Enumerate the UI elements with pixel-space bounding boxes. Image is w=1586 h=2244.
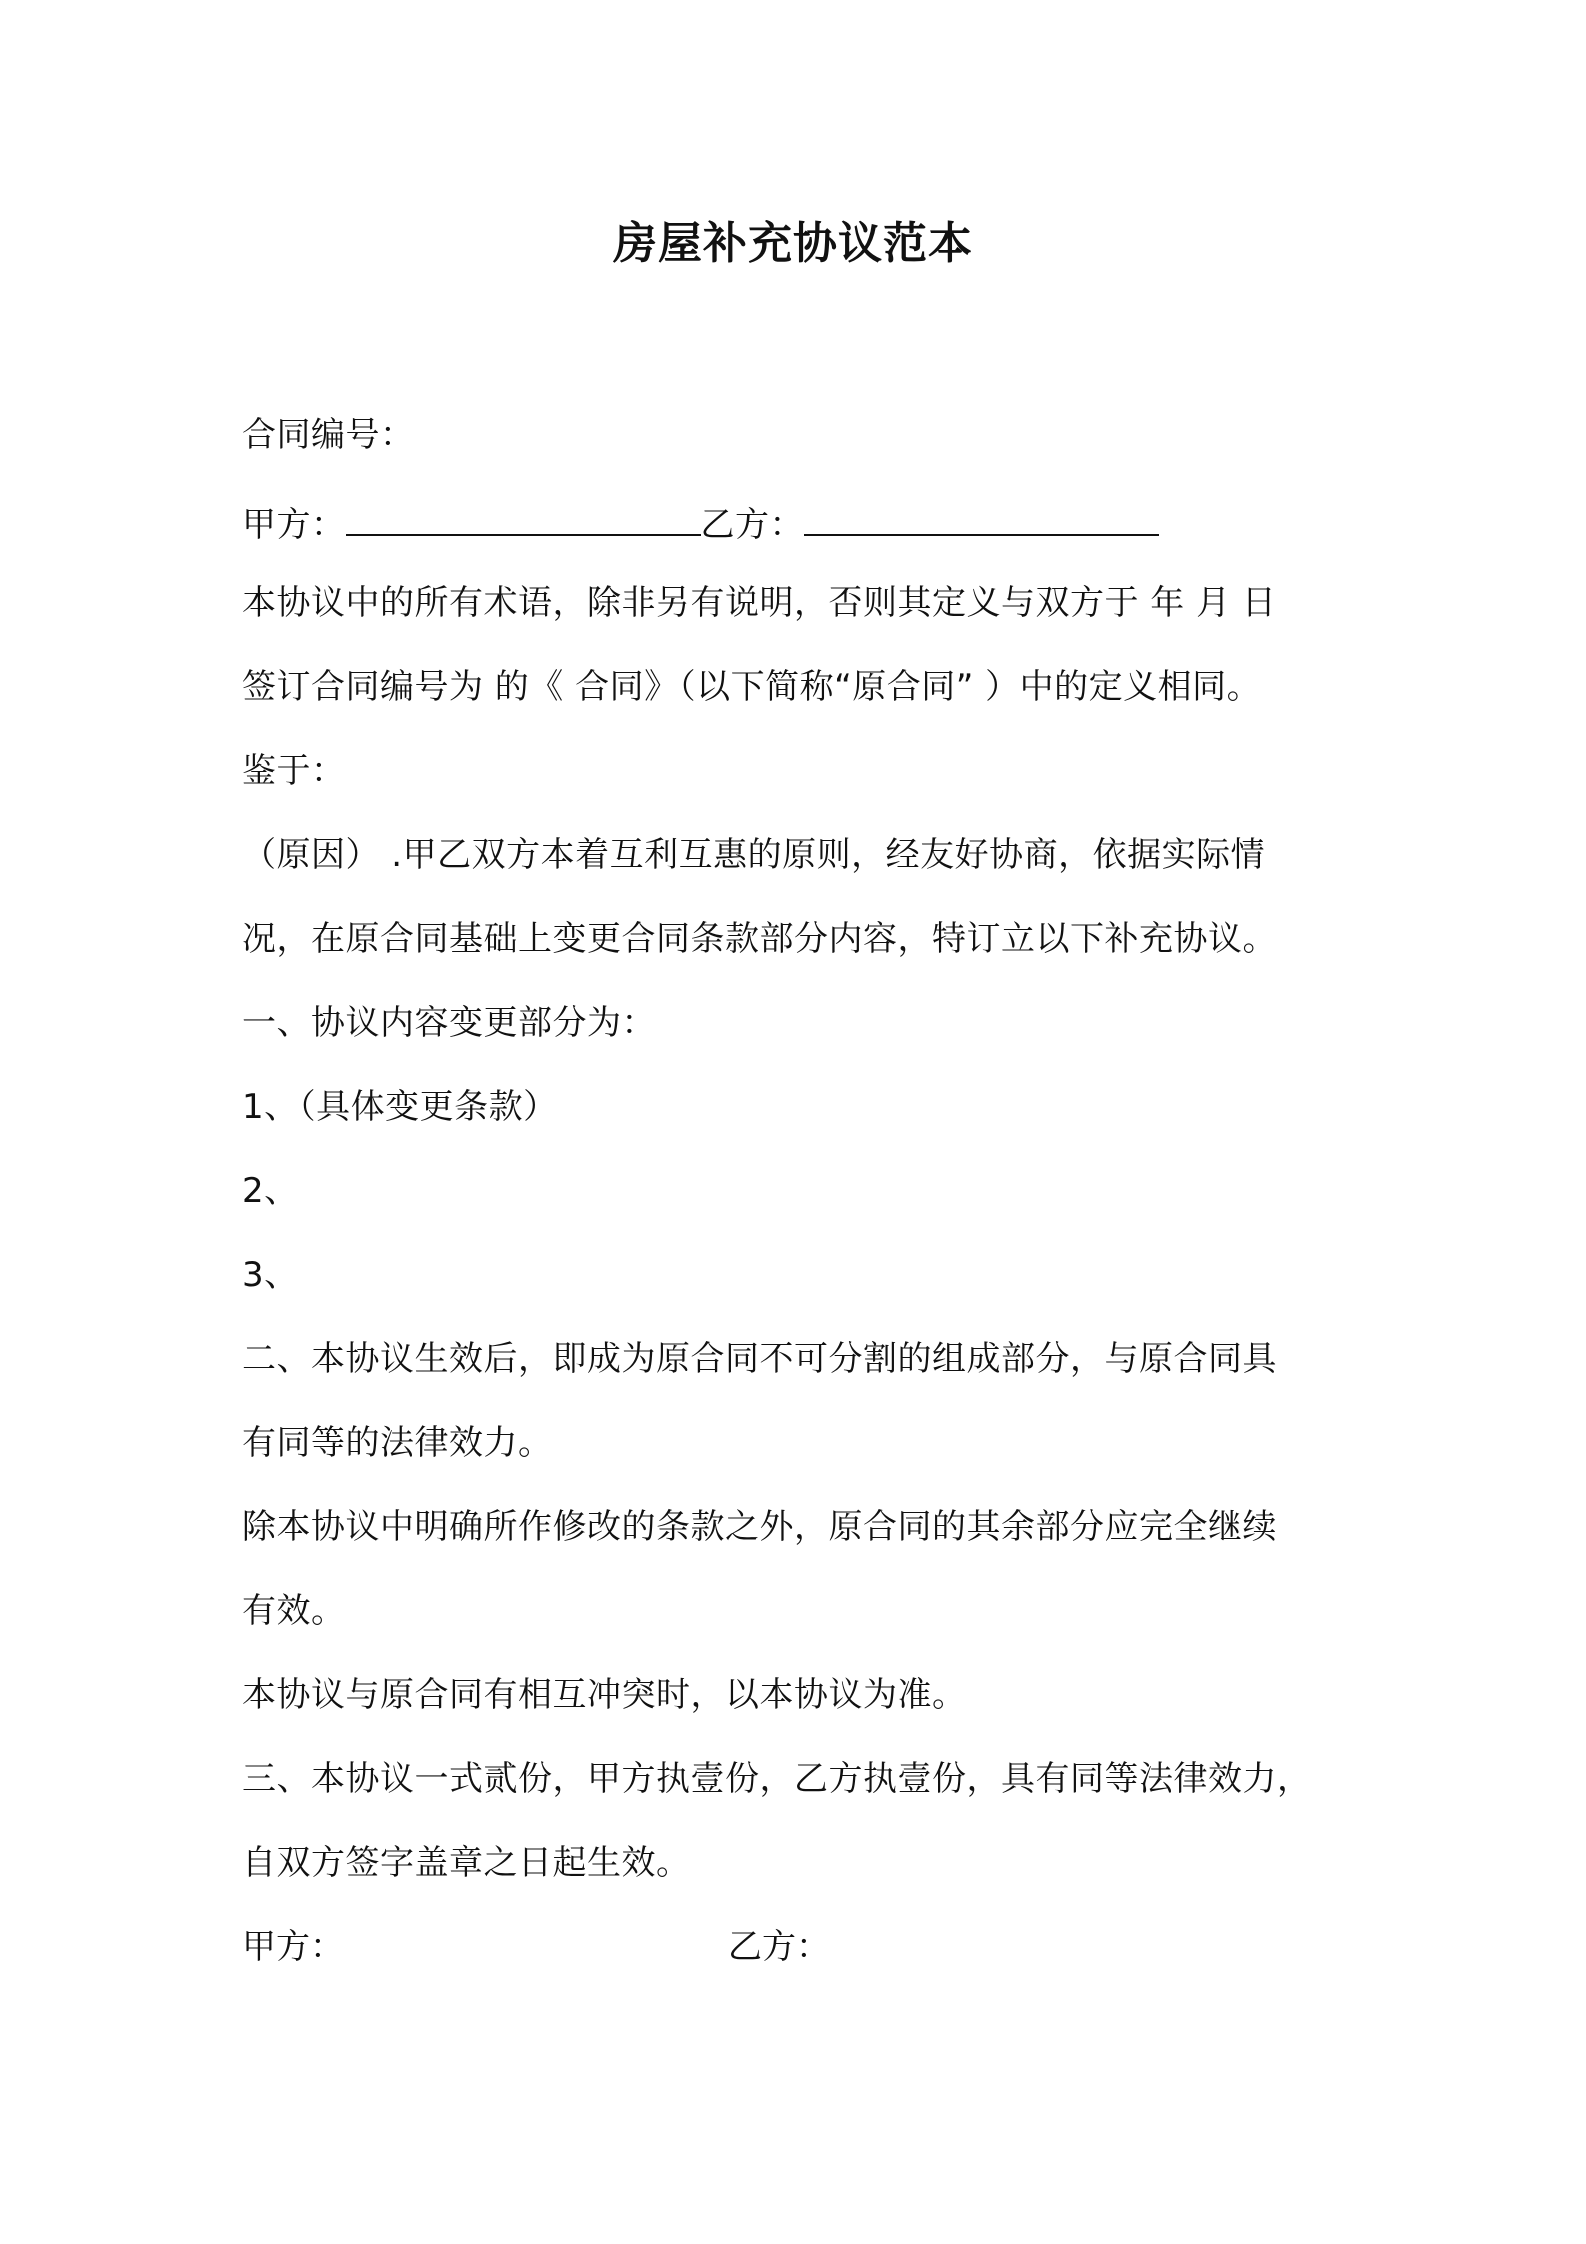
signature-party-b: 乙方： [728, 1927, 830, 1967]
conflict-line: 本协议与原合同有相互冲突时，以本协议为准。 [242, 1675, 967, 1715]
document-title: 房屋补充协议范本 [613, 218, 973, 269]
section-2-line-2: 有同等的法律效力。 [242, 1423, 553, 1463]
party-b-blank [804, 504, 1159, 536]
section-2-line-1: 二、本协议生效后，即成为原合同不可分割的组成部分，与原合同具 [242, 1339, 1277, 1379]
intro-line-2: 签订合同编号为 的《 合同》（以下简称“原合同” ）中的定义相同。 [242, 667, 1262, 707]
reason-line-1: （原因） .甲乙双方本着互利互惠的原则，经友好协商，依据实际情 [242, 835, 1266, 875]
parties-line [242, 500, 1159, 550]
section-1-heading: 一、协议内容变更部分为： [242, 1003, 656, 1043]
list-item-1: 1、（具体变更条款） [242, 1087, 558, 1127]
list-item-2: 2、 [242, 1171, 299, 1211]
list-item-3: 3、 [242, 1255, 299, 1295]
remainder-line-1: 除本协议中明确所作修改的条款之外，原合同的其余部分应完全继续 [242, 1507, 1277, 1547]
contract-number-label: 合同编号： [242, 415, 415, 455]
signature-party-a: 甲方： [242, 1927, 344, 1967]
party-a-label: 甲方： [242, 505, 346, 545]
remainder-line-2: 有效。 [242, 1591, 346, 1631]
section-3-line-1: 三、本协议一式贰份，甲方执壹份，乙方执壹份，具有同等法律效力， [242, 1759, 1312, 1799]
party-a-blank [346, 504, 701, 536]
whereas-label: 鉴于： [242, 751, 346, 791]
intro-line-1: 本协议中的所有术语，除非另有说明，否则其定义与双方于 年 月 日 [242, 583, 1277, 623]
section-3-line-2: 自双方签字盖章之日起生效。 [242, 1843, 691, 1883]
party-b-label: 乙方： [700, 505, 804, 545]
reason-line-2: 况，在原合同基础上变更合同条款部分内容，特订立以下补充协议。 [242, 919, 1277, 959]
